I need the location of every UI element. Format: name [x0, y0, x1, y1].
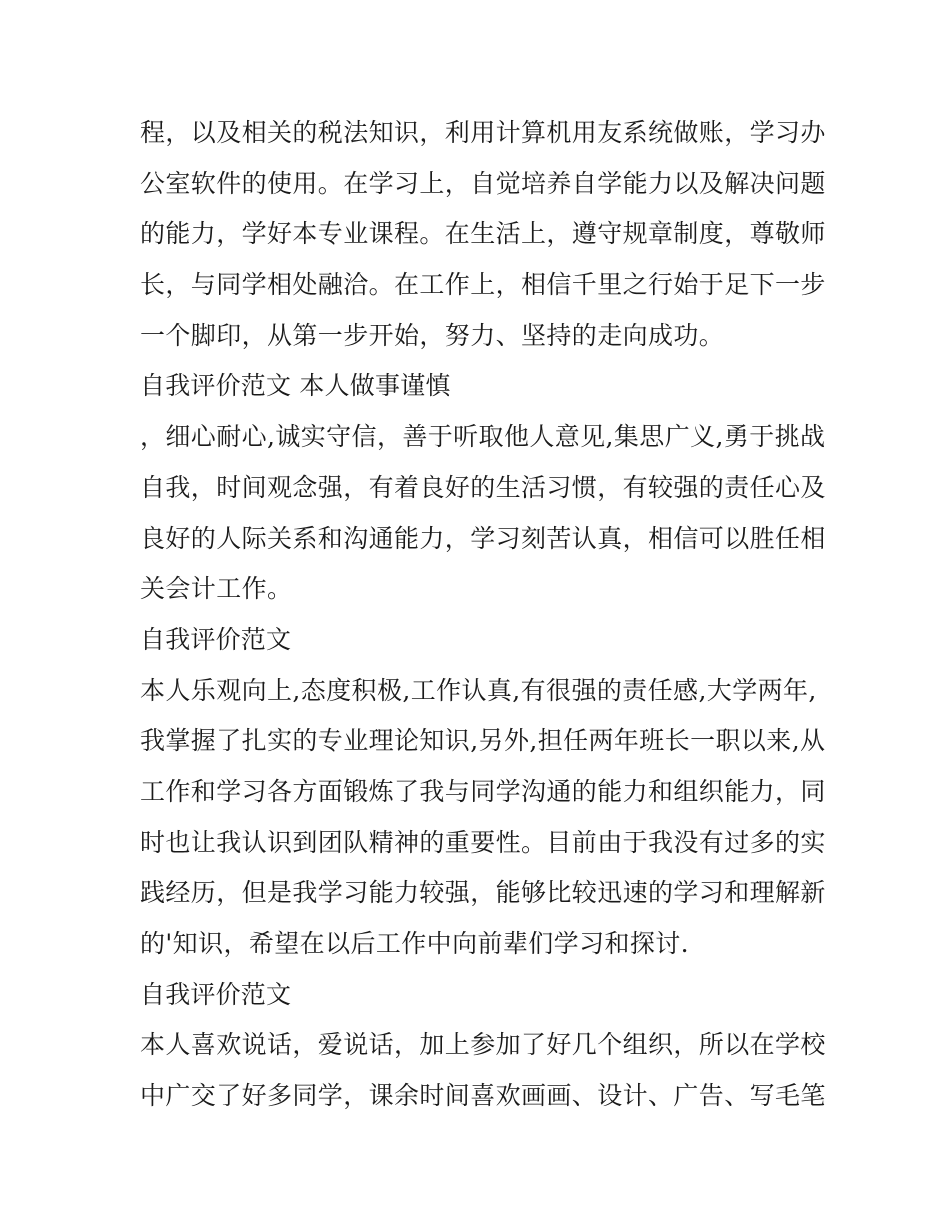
paragraph-line: 本人喜欢说话，爱说话，加上参加了好几个组织，所以在学校 — [140, 1030, 826, 1060]
paragraph-line: 践经历，但是我学习能力较强，能够比较迅速的学习和理解新 — [140, 878, 826, 908]
paragraph-line: 一个脚印，从第一步开始，努力、坚持的走向成功。 — [140, 320, 725, 350]
paragraph-line: 程，以及相关的税法知识，利用计算机用友系统做账，学习办 — [140, 118, 826, 147]
paragraph-line: 时也让我认识到团队精神的重要性。目前由于我没有过多的实 — [140, 827, 826, 857]
paragraph-line: 我掌握了扎实的专业理论知识,另外,担任两年班长一职以来,从 — [140, 726, 826, 756]
paragraph-line: 良好的人际关系和沟通能力，学习刻苦认真，相信可以胜任相 — [140, 523, 826, 553]
section-heading: 自我评价范文 — [140, 624, 292, 654]
paragraph-line: 中广交了好多同学，课余时间喜欢画画、设计、广告、写毛笔 — [140, 1081, 826, 1111]
paragraph-line: 长，与同学相处融洽。在工作上，相信千里之行始于足下一步 — [140, 270, 826, 300]
paragraph-line: 本人乐观向上,态度积极,工作认真,有很强的责任感,大学两年, — [140, 675, 817, 705]
section-heading: 自我评价范文 本人做事谨慎 — [140, 371, 451, 401]
paragraph-line: ，细心耐心,诚实守信，善于听取他人意见,集思广义,勇于挑战 — [140, 422, 826, 452]
paragraph-line: 工作和学习各方面锻炼了我与同学沟通的能力和组织能力，同 — [140, 776, 826, 806]
paragraph-line: 公室软件的使用。在学习上，自觉培养自学能力以及解决问题 — [140, 168, 826, 198]
paragraph-line: 自我，时间观念强，有着良好的生活习惯，有较强的责任心及 — [140, 472, 826, 502]
paragraph-line: 的能力，学好本专业课程。在生活上，遵守规章制度，尊敬师 — [140, 219, 826, 249]
paragraph-line: 关会计工作。 — [140, 574, 293, 604]
section-heading: 自我评价范文 — [140, 979, 292, 1009]
document-body — [140, 108, 826, 1122]
paragraph-line: 的'知识，希望在以后工作中向前辈们学习和探讨. — [140, 929, 690, 958]
